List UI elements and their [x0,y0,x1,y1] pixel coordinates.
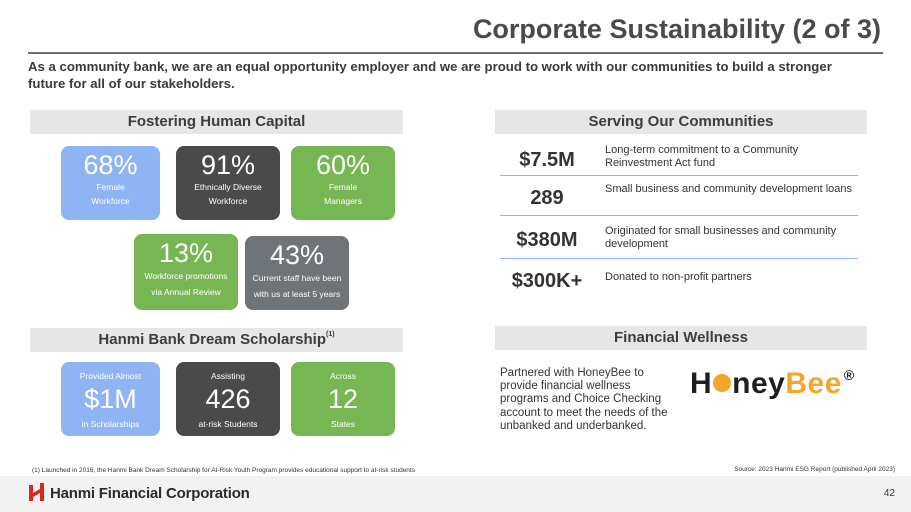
footnote: (1) Launched in 2016, the Hanmi Bank Dream Scholarship for At-Risk Youth Program provides educational support to at-risk students [32,467,415,474]
stat-label: Workforce promotions [144,271,228,281]
stat-label: Female [96,182,125,192]
row-divider [500,258,858,259]
wellness-description: Partnered with HoneyBee to provide financial wellness programs and Choice Checking account to meet the needs of the unbanked and underbanked. [500,367,668,432]
stat-value: 91% [200,150,256,180]
community-stat-row [495,179,867,217]
community-stat-description: Donated to non-profit partners [605,271,752,283]
page-title: Corporate Sustainability (2 of 3) [472,14,881,44]
scholarship-header [30,328,403,352]
stat-label: Workforce [208,196,248,206]
community-stat-description: Originated for small businesses and community development [605,225,837,250]
tile-caption-top: Provided Almost [79,371,142,381]
community-stat-figure: $300K+ [511,270,583,292]
hanmi-logo [28,484,250,504]
honeybee-logo: H neyBee ® [690,367,855,400]
community-stat-row [495,262,867,300]
stat-label: Workforce [91,196,130,206]
stat-value: 43% [269,240,325,270]
tile-caption-bottom: States [330,419,356,429]
source-note: Source: 2023 Hanmi ESG Report (published April 2023) [734,466,895,473]
stat-tile-promotions [134,234,238,310]
footnote-marker: (1) [326,331,335,338]
stat-label: Ethnically Diverse [194,182,262,192]
stat-value: 68% [83,150,138,180]
stat-label: with us at least 5 years [253,289,341,299]
stat-label: Current staff have been [252,273,342,283]
stat-label: via Annual Review [151,287,221,297]
stat-label: Managers [324,196,362,206]
row-divider [500,215,858,216]
tile-value: 426 [205,384,251,414]
stat-tile-female-managers [291,146,395,220]
tile-caption-bottom: at-risk Students [198,419,258,429]
scholarship-header-label: Hanmi Bank Dream Scholarship [98,331,326,348]
community-stat-description: Small business and community development loans [605,183,853,195]
stat-tile-female-workforce [61,146,160,220]
communities-header: Serving Our Communities [495,110,867,134]
scholarship-tile-states [291,362,395,436]
hanmi-logo-text: Hanmi Financial Corporation [50,484,250,502]
tile-caption-top: Assisting [210,371,245,381]
stat-value: 13% [158,238,214,268]
stat-tile-ethnically-diverse [176,146,280,220]
title-divider [28,52,883,54]
stat-tile-tenure [245,236,349,310]
hanmi-logo-icon [28,482,46,502]
intro-text: As a community bank, we are an equal opportunity employer and we are proud to work with our communities to build a stronger future for all of our stakeholders. [28,59,832,91]
honeybee-dot-icon [713,374,731,392]
community-stat-figure: $380M [516,229,578,251]
community-stat-row [495,221,867,259]
tile-caption-top: Across [330,371,356,381]
tile-value: $1M [84,384,137,414]
community-stat-row [495,141,867,179]
page-number: 42 [883,488,895,499]
scholarship-tile-students [176,362,280,436]
tile-caption-bottom: in Scholarships [81,419,140,429]
community-stat-figure: 289 [530,187,564,209]
community-stat-description: Long-term commitment to a Community Reinvestment Act fund [605,144,799,169]
tile-value: 12 [327,384,359,414]
human-capital-header: Fostering Human Capital [30,110,403,134]
stat-value: 60% [315,150,371,180]
scholarship-tile-amount [61,362,160,436]
wellness-header: Financial Wellness [495,326,867,350]
community-stat-figure: $7.5M [519,149,575,171]
stat-label: Female [328,182,358,192]
row-divider [500,175,858,176]
